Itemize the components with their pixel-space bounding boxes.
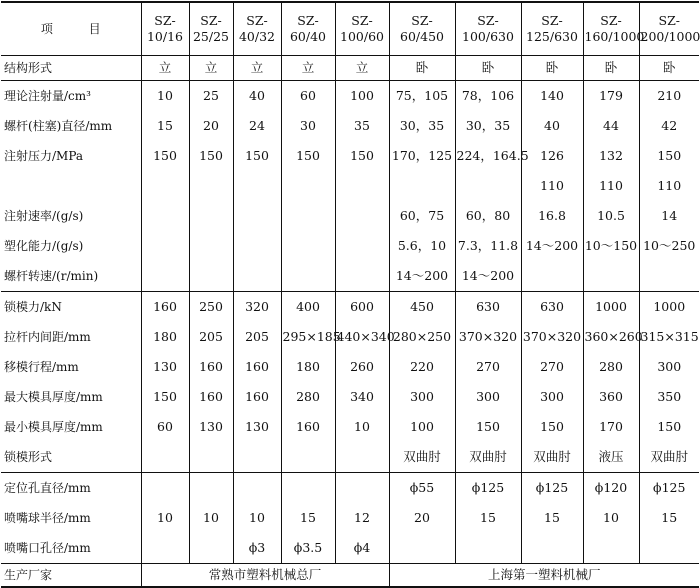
value-cell bbox=[281, 473, 335, 504]
model-code: 200/1000 bbox=[640, 29, 700, 44]
value-cell: 14～200 bbox=[521, 231, 583, 261]
value-cell: 205 bbox=[233, 322, 281, 352]
value-cell: 400 bbox=[281, 292, 335, 323]
table-row-injection-pressure bbox=[1, 141, 699, 171]
value-cell bbox=[455, 171, 521, 201]
value-cell bbox=[141, 201, 189, 231]
value-cell: 350 bbox=[657, 389, 682, 404]
value-cell: 20 bbox=[389, 503, 455, 533]
value-cell bbox=[281, 442, 335, 473]
value-cell bbox=[335, 171, 389, 201]
value-cell: 110 bbox=[657, 178, 682, 193]
model-prefix: SZ- bbox=[477, 13, 499, 28]
value-cell bbox=[521, 261, 583, 292]
model-header-9 bbox=[583, 2, 645, 56]
value-cell: 250 bbox=[189, 292, 233, 323]
value-cell: 370×320 bbox=[455, 322, 521, 352]
value-cell: 132 bbox=[583, 141, 639, 171]
row-label bbox=[1, 171, 141, 201]
value-cell: 双曲肘 bbox=[639, 442, 699, 473]
value-cell bbox=[141, 533, 189, 564]
value-cell bbox=[389, 171, 455, 201]
value-cell: 126 bbox=[521, 141, 583, 171]
model-header-4 bbox=[281, 2, 335, 56]
value-cell: 295×185 bbox=[281, 322, 335, 352]
value-cell bbox=[639, 261, 699, 292]
model-code: 125/630 bbox=[526, 29, 578, 44]
value-cell bbox=[335, 231, 389, 261]
table-row-clamping-force bbox=[1, 292, 699, 323]
value-cell: 180 bbox=[141, 322, 189, 352]
table-row-structure bbox=[1, 56, 699, 81]
value-cell: 10 bbox=[233, 503, 281, 533]
model-header-10 bbox=[639, 2, 699, 56]
value-cell: 15 bbox=[455, 503, 521, 533]
value-cell: 60 bbox=[141, 412, 189, 442]
spec-table bbox=[1, 1, 699, 588]
value-cell bbox=[189, 473, 233, 504]
row-label: 锁模形式 bbox=[1, 442, 141, 473]
value-cell: 卧 bbox=[521, 56, 583, 81]
value-cell: 100 bbox=[335, 81, 389, 112]
value-cell: 150 bbox=[335, 141, 389, 171]
value-cell: 卧 bbox=[455, 56, 521, 81]
value-cell: 160 bbox=[189, 352, 233, 382]
value-cell: 78，106 bbox=[455, 81, 521, 112]
value-cell: 320 bbox=[233, 292, 281, 323]
value-cell: 液压 bbox=[583, 442, 639, 473]
value-cell: ϕ3 bbox=[233, 533, 281, 564]
value-cell: 双曲肘 bbox=[521, 442, 583, 473]
model-prefix: SZ- bbox=[351, 13, 373, 28]
value-cell: 370×320 bbox=[521, 322, 583, 352]
model-header-5 bbox=[335, 2, 389, 56]
value-cell: 14～200 bbox=[389, 261, 455, 292]
manufacturer-shanghai: 上海第一塑料机械厂 bbox=[389, 564, 699, 588]
table-row-tie-bar-spacing bbox=[1, 322, 699, 352]
value-cell: 110 bbox=[583, 171, 639, 201]
value-cell: 30，35 bbox=[389, 111, 455, 141]
model-code: 100/630 bbox=[462, 29, 514, 44]
value-cell: 卧 bbox=[639, 56, 699, 81]
value-cell: 7.3，11.8 bbox=[455, 231, 521, 261]
row-label: 注射压力/MPa bbox=[1, 141, 141, 171]
value-cell: 100 bbox=[389, 412, 455, 442]
table-row-injection-pressure-cont bbox=[1, 171, 699, 201]
value-cell bbox=[583, 533, 639, 564]
value-cell bbox=[233, 442, 281, 473]
value-cell: 5.6，10 bbox=[389, 231, 455, 261]
table-body bbox=[1, 2, 699, 587]
value-cell: 150 bbox=[233, 141, 281, 171]
value-cell: 1000 bbox=[653, 299, 686, 314]
value-cell bbox=[233, 231, 281, 261]
row-label: 螺杆转速/(r/min) bbox=[1, 261, 141, 292]
value-cell: 10.5 bbox=[583, 201, 639, 231]
model-code: 40/32 bbox=[238, 29, 276, 44]
value-cell: 20 bbox=[189, 111, 233, 141]
value-cell: 130 bbox=[141, 352, 189, 382]
value-cell: 15 bbox=[281, 503, 335, 533]
value-cell bbox=[233, 261, 281, 292]
value-cell: 24 bbox=[233, 111, 281, 141]
value-cell: 1000 bbox=[583, 292, 639, 323]
model-prefix: SZ- bbox=[658, 13, 680, 28]
value-cell: 14 bbox=[661, 208, 678, 223]
model-code: 25/25 bbox=[192, 29, 230, 44]
header-row bbox=[1, 2, 699, 56]
table-row-injection-rate bbox=[1, 201, 699, 231]
value-cell: 25 bbox=[189, 81, 233, 112]
value-cell bbox=[281, 231, 335, 261]
value-cell: 130 bbox=[189, 412, 233, 442]
value-cell: ϕ125 bbox=[653, 480, 686, 495]
model-prefix: SZ- bbox=[200, 13, 222, 28]
value-cell: 14～200 bbox=[455, 261, 521, 292]
model-code: 160/1000 bbox=[584, 29, 645, 44]
row-label: 注射速率/(g/s) bbox=[1, 201, 141, 231]
value-cell: 10 bbox=[335, 412, 389, 442]
value-cell bbox=[141, 171, 189, 201]
value-cell: 卧 bbox=[389, 56, 455, 81]
table-row-nozzle-sphere-radius bbox=[1, 503, 699, 533]
row-label: 移模行程/mm bbox=[1, 352, 141, 382]
value-cell: 315×315 bbox=[640, 329, 699, 344]
value-cell bbox=[335, 261, 389, 292]
value-cell: 160 bbox=[233, 382, 281, 412]
footer-label: 生产厂家 bbox=[1, 564, 141, 588]
value-cell bbox=[189, 171, 233, 201]
value-cell: 42 bbox=[661, 118, 678, 133]
model-code: 60/450 bbox=[400, 29, 444, 44]
value-cell: 150 bbox=[455, 412, 521, 442]
row-label: 锁模力/kN bbox=[1, 292, 141, 323]
value-cell: ϕ120 bbox=[583, 473, 639, 504]
value-cell: 立 bbox=[335, 56, 389, 81]
value-cell: 180 bbox=[281, 352, 335, 382]
value-cell bbox=[335, 473, 389, 504]
value-cell: 205 bbox=[189, 322, 233, 352]
value-cell: 630 bbox=[455, 292, 521, 323]
value-cell: 15 bbox=[521, 503, 583, 533]
table-row-injection-volume bbox=[1, 81, 699, 112]
value-cell: 卧 bbox=[583, 56, 639, 81]
value-cell: 10～250 bbox=[643, 238, 696, 253]
value-cell: 440×340 bbox=[335, 322, 389, 352]
table-row-mold-opening-stroke bbox=[1, 352, 699, 382]
table-row-clamping-type bbox=[1, 442, 699, 473]
value-cell: 30 bbox=[281, 111, 335, 141]
value-cell: 170 bbox=[583, 412, 639, 442]
value-cell: 10 bbox=[141, 81, 189, 112]
model-prefix: SZ- bbox=[411, 13, 433, 28]
value-cell: 360 bbox=[583, 382, 639, 412]
value-cell: 600 bbox=[335, 292, 389, 323]
value-cell: 10 bbox=[583, 503, 639, 533]
model-prefix: SZ- bbox=[600, 13, 622, 28]
header-label: 项 目 bbox=[40, 22, 117, 36]
value-cell: 150 bbox=[281, 141, 335, 171]
value-cell: 10～150 bbox=[583, 231, 639, 261]
value-cell: 270 bbox=[521, 352, 583, 382]
value-cell: 340 bbox=[335, 382, 389, 412]
table-row-max-mold-thickness bbox=[1, 382, 699, 412]
value-cell bbox=[141, 473, 189, 504]
value-cell: 224，164.5 bbox=[455, 141, 521, 171]
value-cell: 300 bbox=[455, 382, 521, 412]
value-cell: 140 bbox=[521, 81, 583, 112]
value-cell: 40 bbox=[521, 111, 583, 141]
value-cell bbox=[233, 473, 281, 504]
manufacturer-changshu: 常熟市塑料机械总厂 bbox=[141, 564, 389, 588]
value-cell: 280×250 bbox=[389, 322, 455, 352]
value-cell: ϕ3.5 bbox=[281, 533, 335, 564]
row-label: 喷嘴球半径/mm bbox=[1, 503, 141, 533]
value-cell: 179 bbox=[583, 81, 639, 112]
row-label: 理论注射量/cm³ bbox=[1, 81, 141, 112]
value-cell: 150 bbox=[657, 419, 682, 434]
value-cell: 150 bbox=[141, 382, 189, 412]
value-cell bbox=[189, 533, 233, 564]
value-cell: 双曲肘 bbox=[389, 442, 455, 473]
value-cell bbox=[141, 231, 189, 261]
row-label: 拉杆内间距/mm bbox=[1, 322, 141, 352]
table-row-screw-diameter bbox=[1, 111, 699, 141]
value-cell: 160 bbox=[281, 412, 335, 442]
value-cell: 150 bbox=[141, 141, 189, 171]
value-cell: 270 bbox=[455, 352, 521, 382]
header-label-cell bbox=[1, 2, 141, 56]
row-label: 定位孔直径/mm bbox=[1, 473, 141, 504]
row-label: 最小模具厚度/mm bbox=[1, 412, 141, 442]
value-cell bbox=[335, 442, 389, 473]
value-cell: 立 bbox=[281, 56, 335, 81]
value-cell: 30，35 bbox=[455, 111, 521, 141]
value-cell: 260 bbox=[335, 352, 389, 382]
value-cell: ϕ55 bbox=[389, 473, 455, 504]
value-cell: 150 bbox=[657, 148, 682, 163]
value-cell: 150 bbox=[521, 412, 583, 442]
value-cell: 35 bbox=[335, 111, 389, 141]
value-cell: 立 bbox=[189, 56, 233, 81]
row-label: 结构形式 bbox=[1, 56, 141, 81]
value-cell bbox=[521, 533, 583, 564]
model-prefix: SZ- bbox=[541, 13, 563, 28]
value-cell bbox=[233, 171, 281, 201]
model-code: 10/16 bbox=[146, 29, 184, 44]
value-cell: 300 bbox=[389, 382, 455, 412]
model-header-1 bbox=[141, 2, 189, 56]
value-cell bbox=[281, 261, 335, 292]
value-cell: 210 bbox=[657, 88, 682, 103]
value-cell: 60，80 bbox=[455, 201, 521, 231]
value-cell: ϕ125 bbox=[521, 473, 583, 504]
table-row-plasticizing-capacity bbox=[1, 231, 699, 261]
value-cell: 60，75 bbox=[389, 201, 455, 231]
value-cell: 立 bbox=[141, 56, 189, 81]
value-cell bbox=[639, 533, 699, 564]
value-cell: 44 bbox=[583, 111, 639, 141]
value-cell bbox=[389, 533, 455, 564]
value-cell bbox=[455, 533, 521, 564]
value-cell: 360×260 bbox=[583, 322, 639, 352]
value-cell: 450 bbox=[389, 292, 455, 323]
value-cell: 300 bbox=[521, 382, 583, 412]
value-cell: ϕ4 bbox=[335, 533, 389, 564]
value-cell bbox=[141, 442, 189, 473]
footer-row bbox=[1, 564, 699, 588]
row-label: 螺杆(柱塞)直径/mm bbox=[1, 111, 141, 141]
row-label: 喷嘴口孔径/mm bbox=[1, 533, 141, 564]
model-header-2 bbox=[189, 2, 233, 56]
value-cell: ϕ125 bbox=[455, 473, 521, 504]
table-row-min-mold-thickness bbox=[1, 412, 699, 442]
model-prefix: SZ- bbox=[297, 13, 319, 28]
value-cell: 630 bbox=[521, 292, 583, 323]
value-cell: 15 bbox=[141, 111, 189, 141]
value-cell bbox=[141, 261, 189, 292]
value-cell bbox=[233, 201, 281, 231]
model-code: 100/60 bbox=[340, 29, 384, 44]
value-cell: 双曲肘 bbox=[455, 442, 521, 473]
value-cell: 170，125 bbox=[389, 141, 455, 171]
model-header-6 bbox=[389, 2, 455, 56]
value-cell: 160 bbox=[233, 352, 281, 382]
model-header-7 bbox=[455, 2, 521, 56]
value-cell bbox=[189, 231, 233, 261]
model-header-8 bbox=[521, 2, 583, 56]
value-cell bbox=[189, 261, 233, 292]
value-cell bbox=[583, 261, 639, 292]
row-label: 塑化能力/(g/s) bbox=[1, 231, 141, 261]
model-code: 60/40 bbox=[289, 29, 327, 44]
value-cell: 280 bbox=[281, 382, 335, 412]
value-cell bbox=[281, 171, 335, 201]
table-row-screw-speed bbox=[1, 261, 699, 292]
model-prefix: SZ- bbox=[246, 13, 268, 28]
value-cell: 立 bbox=[233, 56, 281, 81]
value-cell bbox=[335, 201, 389, 231]
value-cell: 130 bbox=[233, 412, 281, 442]
value-cell: 150 bbox=[189, 141, 233, 171]
value-cell: 10 bbox=[189, 503, 233, 533]
value-cell: 110 bbox=[521, 171, 583, 201]
row-label: 最大模具厚度/mm bbox=[1, 382, 141, 412]
value-cell: 75，105 bbox=[389, 81, 455, 112]
value-cell: 160 bbox=[189, 382, 233, 412]
table-row-nozzle-orifice-diameter bbox=[1, 533, 699, 564]
value-cell: 40 bbox=[233, 81, 281, 112]
value-cell bbox=[189, 201, 233, 231]
value-cell: 10 bbox=[141, 503, 189, 533]
table-row-locating-hole-diameter bbox=[1, 473, 699, 504]
value-cell: 280 bbox=[583, 352, 639, 382]
value-cell: 60 bbox=[281, 81, 335, 112]
value-cell: 220 bbox=[389, 352, 455, 382]
value-cell: 300 bbox=[657, 359, 682, 374]
model-prefix: SZ- bbox=[154, 13, 176, 28]
value-cell: 12 bbox=[335, 503, 389, 533]
model-header-3 bbox=[233, 2, 281, 56]
value-cell bbox=[281, 201, 335, 231]
value-cell: 16.8 bbox=[521, 201, 583, 231]
value-cell bbox=[189, 442, 233, 473]
value-cell: 15 bbox=[661, 510, 678, 525]
value-cell: 160 bbox=[141, 292, 189, 323]
